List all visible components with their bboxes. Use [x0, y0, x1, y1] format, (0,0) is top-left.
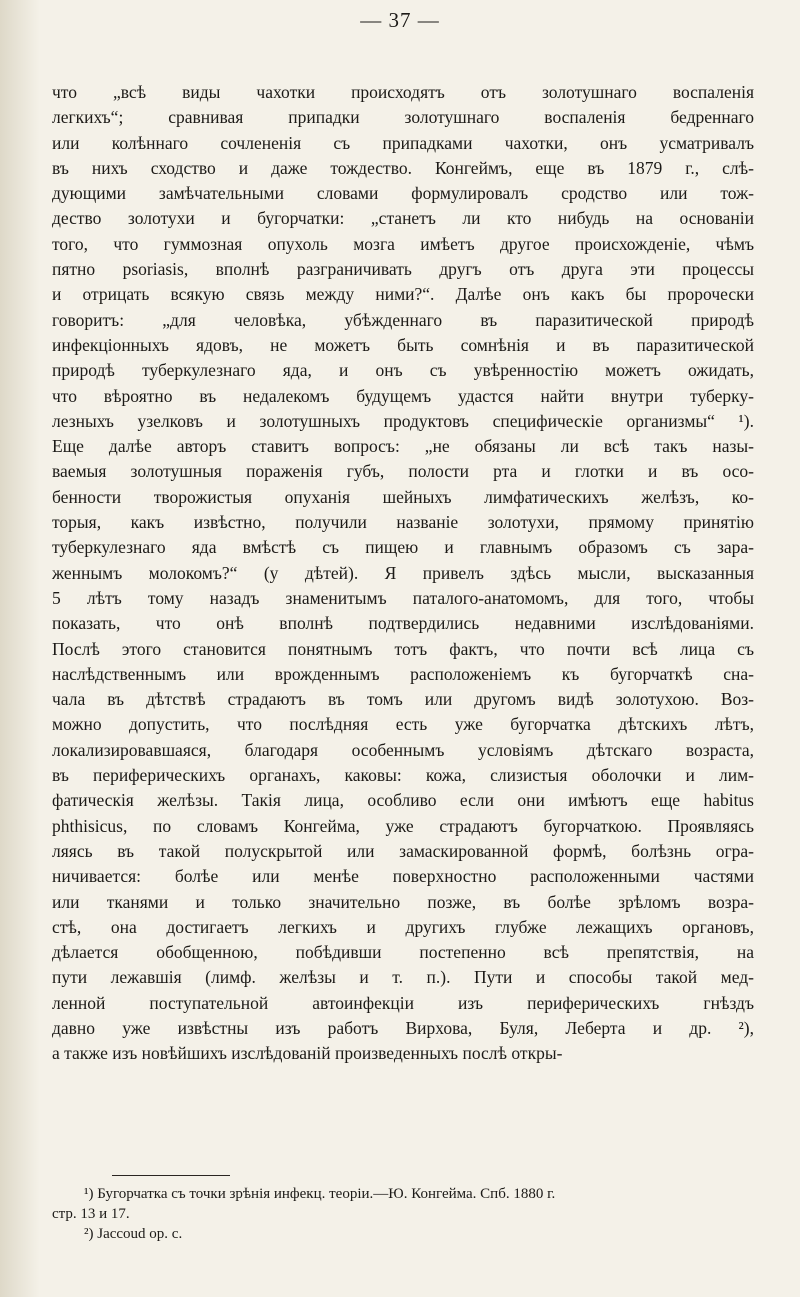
text-line: дество золотухи и бугорчатки: „станетъ ли кто нибудь на основаніи — [52, 208, 754, 229]
text-line: лезныхъ узелковъ и золотушныхъ продуктовъ специфическіе организмы“ ¹). — [52, 410, 754, 431]
footnote-1: ¹) Бугорчатка съ точки зрѣнія инфекц. теоріи.—Ю. Конгейма. Спб. 1880 г. — [84, 1186, 556, 1202]
text-line: phthisicus, по словамъ Конгейма, уже страдаютъ бугорчаткою. Проявляясь — [52, 815, 754, 836]
text-line: чала въ дѣтствѣ страдаютъ въ томъ или другомъ видѣ золотухою. Воз- — [52, 689, 754, 710]
text-line: фатическія желѣзы. Такія лица, особливо если они имѣютъ еще habitus — [52, 790, 754, 811]
text-line: инфекціонныхъ ядовъ, не можетъ быть сомнѣнія и въ паразитической — [52, 334, 754, 355]
text-line: а также изъ новѣйшихъ изслѣдованій произведенныхъ послѣ откры- — [52, 1043, 563, 1064]
text-line: природѣ туберкулезнаго яда, и онъ съ увѣренностію можетъ ожидать, — [52, 360, 754, 381]
text-line: пути лежавшія (лимф. желѣзы и т. п.). Пути и способы такой мед- — [52, 967, 754, 988]
page-number: — 37 — — [360, 8, 440, 32]
text-line: Еще далѣе авторъ ставитъ вопросъ: „не обязаны ли всѣ такъ назы- — [52, 436, 754, 457]
text-line: ваемыя золотушныя пораженія губъ, полости рта и глотки и въ осо- — [52, 461, 754, 482]
text-line: Послѣ этого становится понятнымъ тотъ фактъ, что почти всѣ лица съ — [52, 638, 754, 659]
text-line: что вѣроятно въ недалекомъ будущемъ удастся найти внутри туберку- — [52, 385, 754, 406]
footnotes — [52, 1184, 754, 1244]
footnote-1-continuation: стр. 13 и 17. — [52, 1206, 130, 1222]
text-line: туберкулезнаго яда вмѣстѣ съ пищею и главнымъ образомъ съ зара- — [52, 537, 754, 558]
text-line: говоритъ: „для человѣка, убѣжденнаго въ паразитической природѣ — [52, 309, 754, 330]
text-line: ленной поступательной автоинфекціи изъ периферическихъ гнѣздъ — [52, 992, 754, 1013]
text-line: женнымъ молокомъ?“ (у дѣтей). Я привелъ здѣсь мысли, высказанныя — [52, 562, 754, 583]
text-line: въ нихъ сходство и даже тождество. Конгеймъ, еще въ 1879 г., слѣ- — [52, 157, 754, 178]
text-line: локализировавшаяся, благодаря особеннымъ условіямъ дѣтскаго возраста, — [52, 739, 754, 760]
footnote-2: ²) Jaccoud op. c. — [84, 1226, 183, 1242]
text-line: ничивается: болѣе или менѣе поверхностно расположенными частями — [52, 866, 754, 887]
text-line: наслѣдственнымъ или врожденнымъ расположеніемъ къ бугорчаткѣ сна- — [52, 663, 754, 684]
text-line: въ периферическихъ органахъ, каковы: кожа, слизистыя оболочки и лим- — [52, 765, 754, 786]
text-line: и отрицать всякую связь между ними?“. Далѣе онъ какъ бы пророчески — [52, 284, 754, 305]
text-line: бенности творожистыя опуханія шейныхъ лимфатическихъ желѣзъ, ко- — [52, 486, 754, 507]
text-line: торыя, какъ извѣстно, получили названіе золотухи, прямому принятію — [52, 512, 754, 533]
text-line: дующими замѣчательными словами формулировалъ сродство или тож- — [52, 183, 754, 204]
text-line: или тканями и только значительно позже, въ болѣе зрѣломъ возра- — [52, 891, 754, 912]
text-line: можно допустить, что послѣдняя есть уже бугорчатка дѣтскихъ лѣтъ, — [52, 714, 754, 735]
text-line: давно уже извѣстны изъ работъ Вирхова, Буля, Леберта и др. ²), — [52, 1017, 754, 1038]
text-line: показать, что онѣ вполнѣ подтвердились недавними изслѣдованіями. — [52, 613, 754, 634]
text-line: ляясь въ такой полускрытой или замаскированной формѣ, болѣзнь огра- — [52, 840, 754, 861]
body-text — [52, 80, 754, 1067]
footnote-divider — [112, 1175, 230, 1176]
text-line: того, что гуммозная опухоль мозга имѣетъ другое происхожденіе, чѣмъ — [52, 233, 754, 254]
text-line: 5 лѣтъ тому назадъ знаменитымъ паталого-анатомомъ, для того, чтобы — [52, 587, 754, 608]
text-line: легкихъ“; сравнивая припадки золотушнаго воспаленія бедреннаго — [52, 107, 754, 128]
text-line: пятно psoriasis, вполнѣ разграничивать другъ отъ друга эти процессы — [52, 259, 754, 280]
text-line: стѣ, она достигаетъ легкихъ и другихъ глубже лежащихъ органовъ, — [52, 916, 754, 937]
text-line: что „всѣ виды чахотки происходятъ отъ золотушнаго воспаленія — [52, 82, 754, 102]
text-line: или колѣннаго сочлененія съ припадками чахотки, онъ усматривалъ — [52, 132, 754, 153]
text-line: дѣлается обобщенною, побѣдивши постепенно всѣ препятствія, на — [52, 942, 754, 963]
